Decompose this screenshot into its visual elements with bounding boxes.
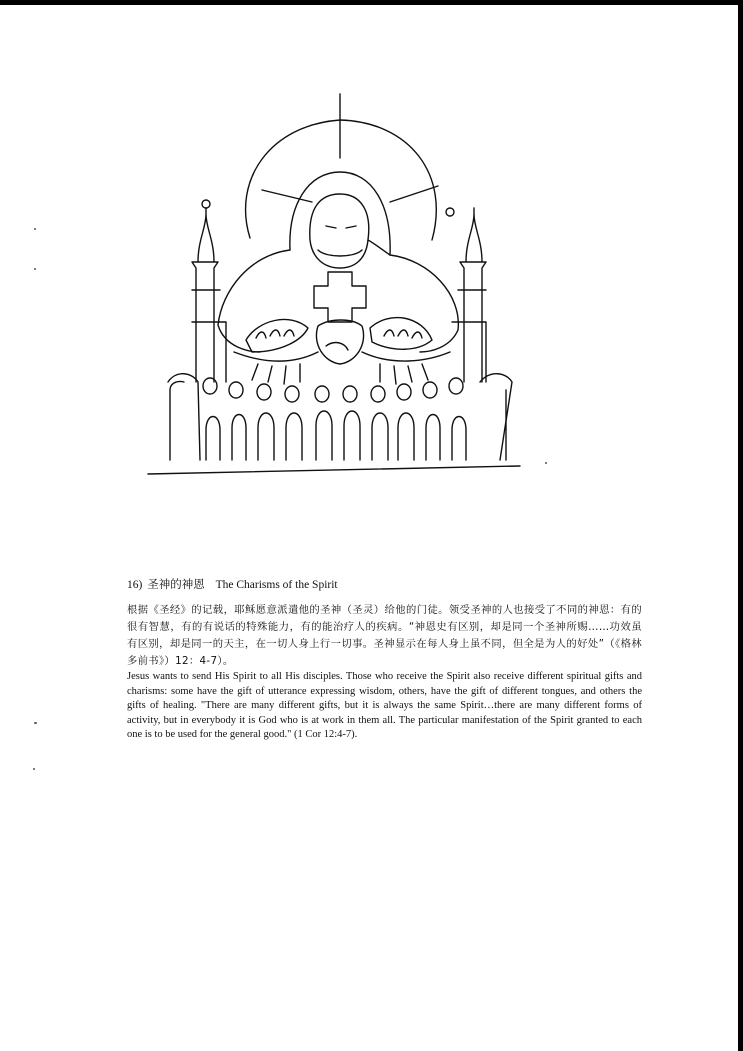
caption-title-zh: 圣神的神恩 bbox=[147, 579, 205, 591]
scan-speck bbox=[34, 722, 37, 724]
scan-border-top bbox=[0, 0, 743, 5]
flame-rays-right bbox=[380, 364, 428, 384]
disciples-outer-left bbox=[168, 374, 200, 460]
dove bbox=[316, 320, 363, 364]
scan-speck bbox=[33, 768, 35, 770]
disciples-robes bbox=[170, 381, 506, 460]
right-tower-base bbox=[452, 290, 486, 382]
chest-cross bbox=[314, 272, 366, 322]
ground-line bbox=[148, 466, 520, 474]
scan-speck bbox=[545, 462, 547, 464]
figure-caption bbox=[127, 576, 338, 592]
christ-beard bbox=[318, 250, 362, 256]
halo-ray-right bbox=[390, 186, 438, 202]
christ-head-veil bbox=[290, 172, 390, 255]
caption-title-en: The Charisms of the Spirit bbox=[215, 579, 338, 591]
christ-right-eye bbox=[346, 226, 356, 228]
right-hand-fingers bbox=[384, 330, 422, 338]
scan-border-right bbox=[738, 0, 743, 1051]
scan-speck bbox=[34, 228, 36, 230]
right-hand bbox=[370, 318, 432, 350]
caption-number: 16) bbox=[127, 579, 143, 591]
right-tower bbox=[460, 208, 486, 382]
body-text-en: Jesus wants to send His Spirit to all His disciples. Those who receive the Spirit also receive different spiritual gifts and charisms: some have the gift of utterance expressing wisdom, others, have the gift of different tongues, and others the gifts of healing. "There are many different gifts, but it is always the same Spirit…there are many different forms of activity, but in everybody it is God who is at work in them all. The particular manifestation of the Spirit granted to each one is to be used for the general good." (1 Cor 12:4-7). bbox=[127, 671, 642, 741]
left-tower-base bbox=[192, 290, 226, 382]
left-hand-fingers bbox=[256, 330, 294, 338]
disciples-heads bbox=[203, 378, 463, 402]
christ-face bbox=[310, 194, 369, 268]
christ-left-eye bbox=[326, 226, 336, 228]
left-tower bbox=[192, 208, 218, 382]
right-wing bbox=[362, 352, 450, 361]
disciples-outer-right bbox=[480, 374, 512, 460]
halo-arc bbox=[246, 120, 437, 240]
left-tower-finial bbox=[202, 200, 210, 208]
left-hand bbox=[246, 319, 308, 352]
left-wing bbox=[234, 352, 318, 361]
body-text-zh: 根据《圣经》的记载，耶稣愿意派遣他的圣神（圣灵）给他的门徒。领受圣神的人也接受了不同的神恩：有的很有智慧，有的有说话的特殊能力，有的能治疗人的疾病。“神恩史有区别，却是同一个圣神所赐……功效虽有区别，却是同一的天主，在一切人身上行一切事。圣神显示在每人身上虽不同，但全是为人的好处”（《格林多前书》）12：4-7）。 bbox=[127, 604, 642, 667]
scan-speck bbox=[34, 268, 36, 270]
right-tower-finial bbox=[446, 208, 454, 216]
christ-with-disciples-illustration bbox=[140, 90, 540, 490]
flame-rays-left bbox=[252, 364, 300, 384]
